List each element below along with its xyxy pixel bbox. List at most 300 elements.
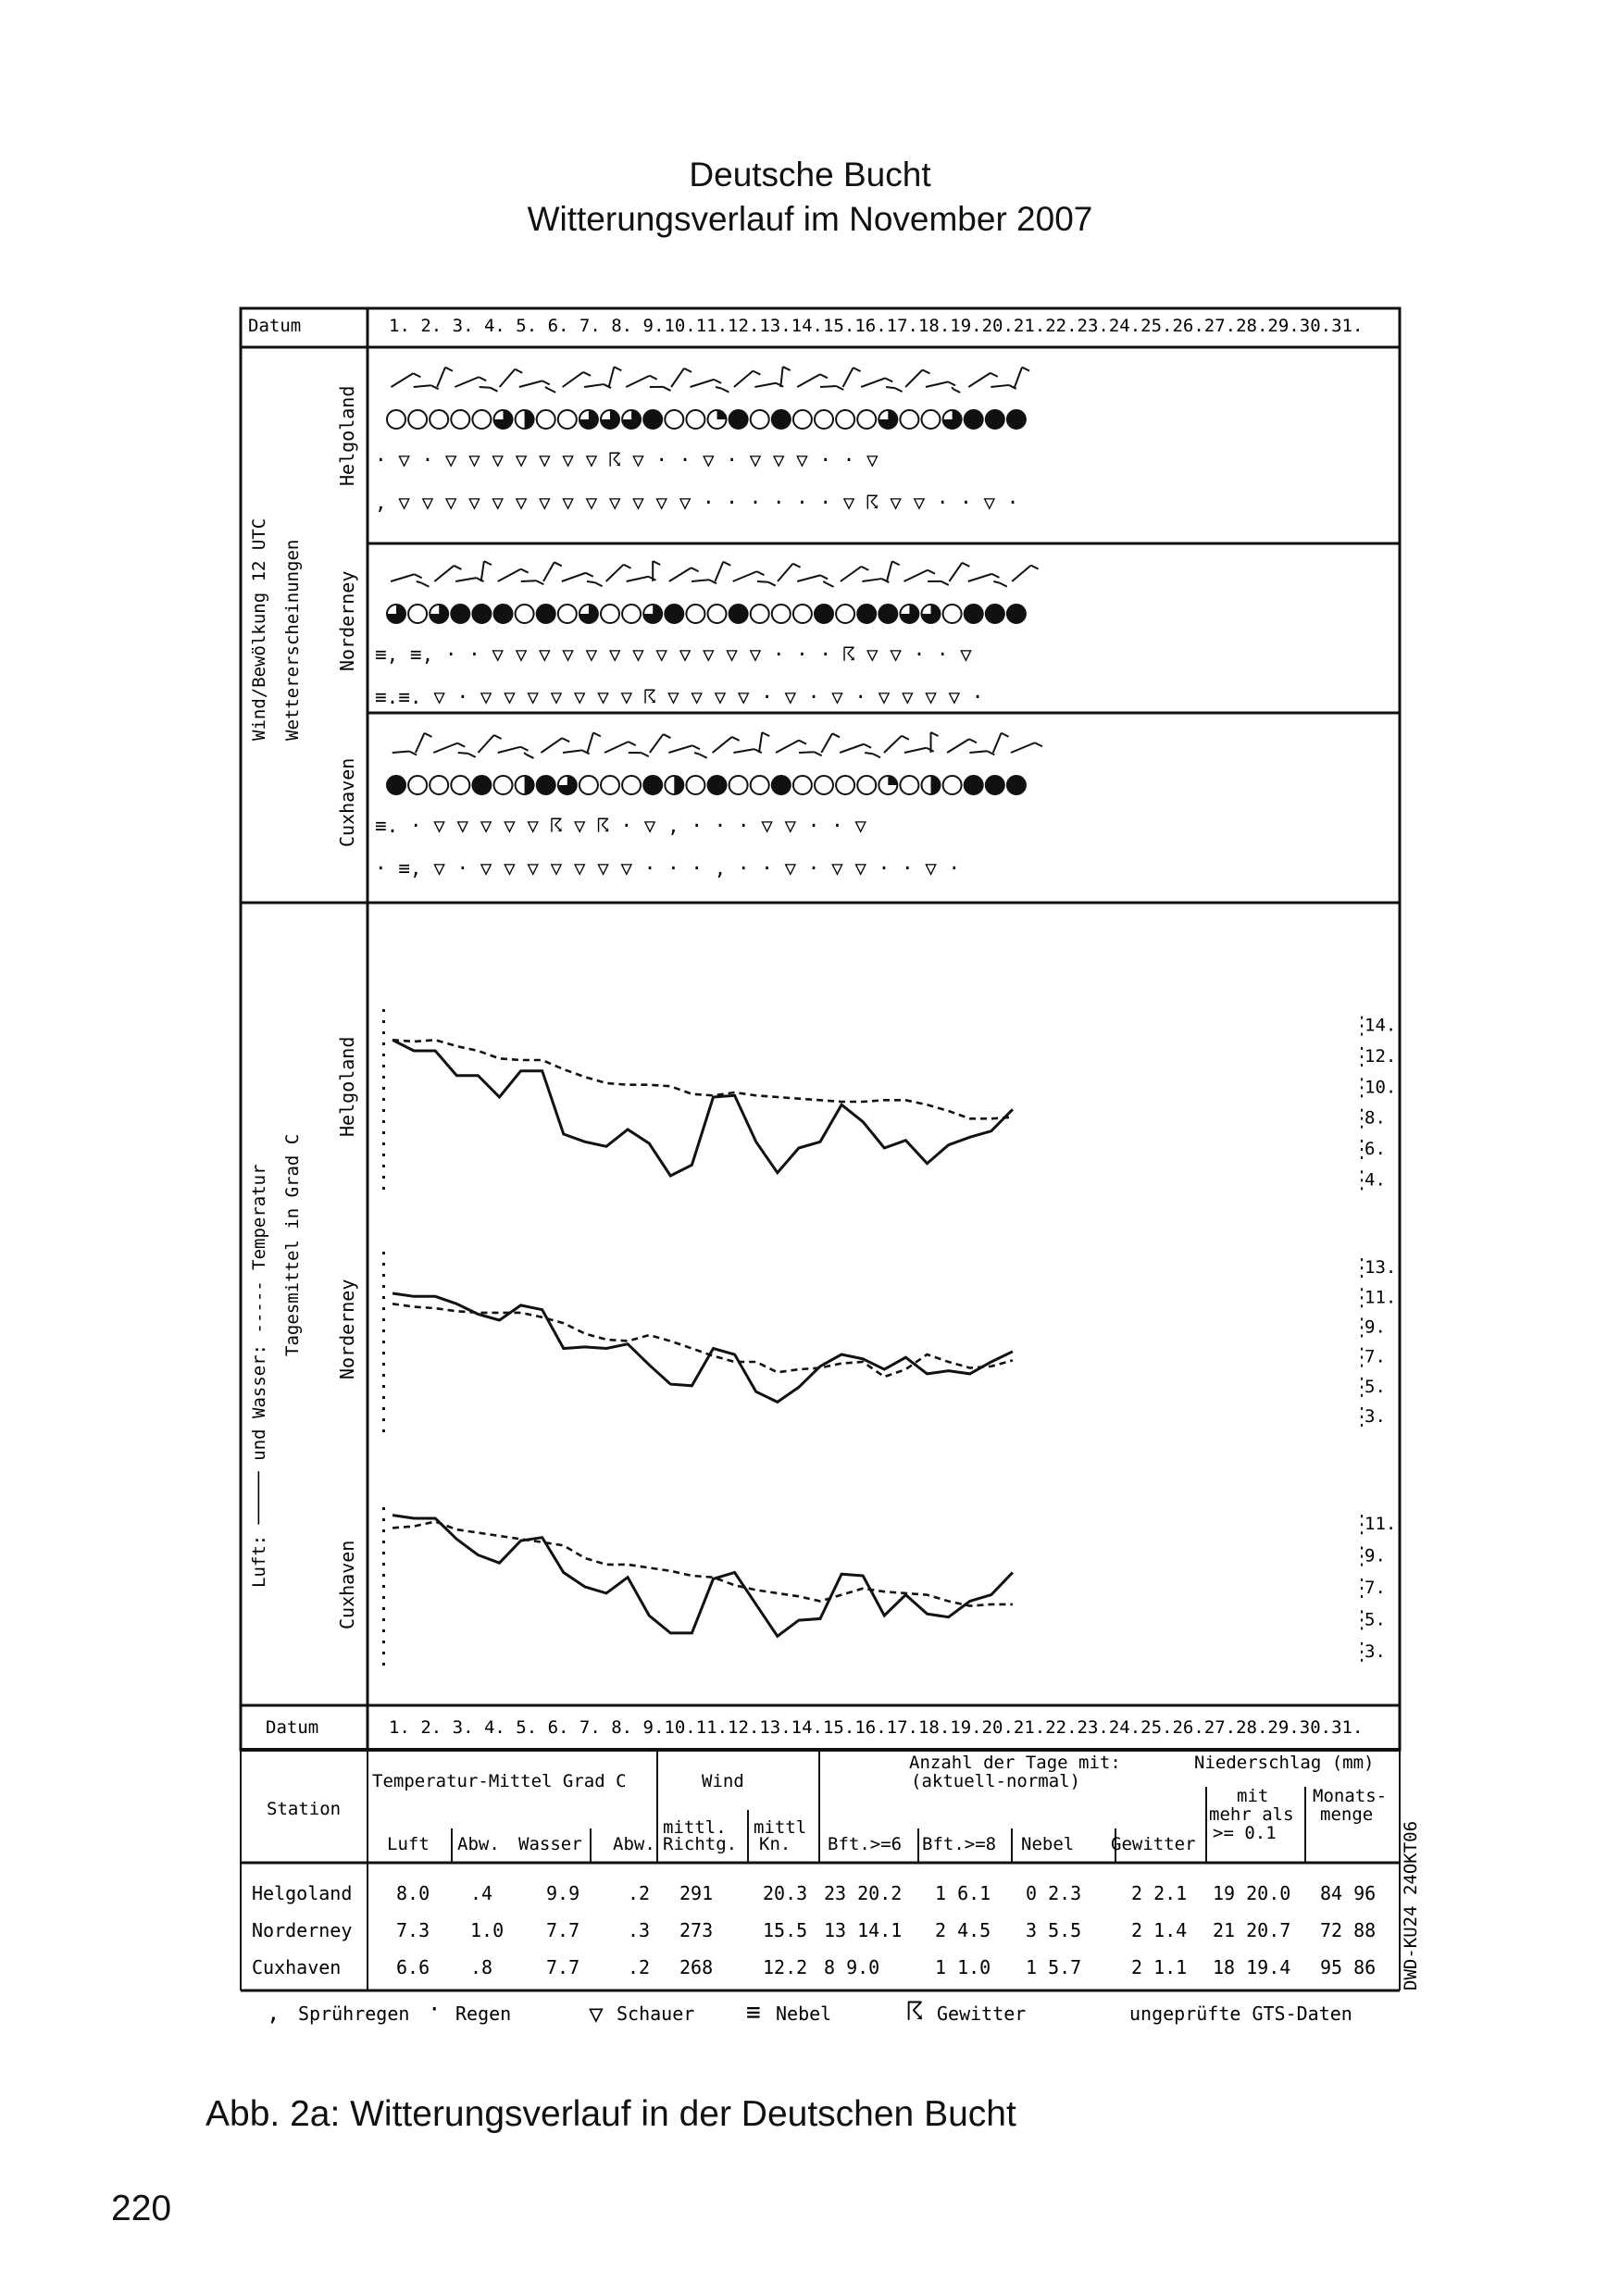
- wind-barb-icon: [391, 373, 413, 387]
- left-axis-dot: [382, 1252, 385, 1254]
- right-axis-dot: [1361, 1267, 1363, 1269]
- cloud-cover-icon: [494, 776, 513, 794]
- cloud-cover-icon: [793, 410, 812, 429]
- left-axis-dot: [382, 1574, 385, 1577]
- wind-barb-icon: [524, 753, 526, 755]
- series-line-luft: [393, 1040, 1013, 1176]
- right-axis-dot: [1361, 1148, 1363, 1151]
- cloud-cover-fill: [965, 776, 983, 794]
- left-axis-dot: [382, 1318, 385, 1321]
- wind-barb-icon: [715, 562, 723, 581]
- wind-barb-icon: [614, 367, 621, 370]
- cell-nebel: 0 2.3: [1026, 1882, 1082, 1904]
- wind-barb-icon: [733, 571, 757, 581]
- left-axis-dot: [382, 1109, 385, 1112]
- right-axis-dot: [1361, 1394, 1363, 1397]
- wind-barb-icon: [948, 381, 955, 385]
- col-abw2: Abw.: [613, 1834, 655, 1854]
- wind-barb-icon: [521, 580, 537, 581]
- right-axis-dot: [1361, 1304, 1363, 1307]
- wind-barb-icon: [519, 381, 542, 387]
- right-axis-dot: [1361, 1348, 1363, 1351]
- cloud-cover-icon: [601, 776, 619, 794]
- wind-barb-icon: [827, 583, 834, 587]
- wind-barb-icon: [458, 753, 468, 754]
- wind-barb-icon: [650, 734, 664, 753]
- left-axis-dot: [382, 1429, 385, 1432]
- cell-kn: 20.3: [763, 1882, 808, 1904]
- weather-norderney: [375, 561, 1039, 708]
- wind-barb-icon: [832, 733, 840, 737]
- table-temp-header: Temperatur-Mittel Grad C: [372, 1771, 627, 1791]
- right-axis-dot: [1361, 1595, 1363, 1598]
- right-axis-dot: [1361, 1326, 1363, 1329]
- wind-barb-icon: [668, 745, 692, 753]
- wind-barb-icon: [953, 389, 960, 393]
- wind-barb-icon: [663, 734, 670, 738]
- col-abw: Abw.: [457, 1834, 500, 1854]
- figure-caption: Abb. 2a: Witterungsverlauf in der Deutschen Bucht: [206, 2094, 1016, 2134]
- dates-top: 1. 2. 3. 4. 5. 6. 7. 8. 9.10.11.12.13.14.15.16.17.18.19.20.21.22.23.24.25.26.27.28.29.30.31.: [389, 316, 1364, 336]
- wind-barb-icon: [663, 387, 670, 391]
- wind-barb-icon: [454, 566, 461, 569]
- left-axis-dot: [382, 1009, 385, 1012]
- cloud-cover-fill: [888, 776, 897, 785]
- wind-barb-icon: [864, 744, 871, 748]
- left-axis-dot: [382, 1165, 385, 1167]
- weather-row-2: , ▽ ▽ ▽ ▽ ▽ ▽ ▽ ▽ ▽ ▽ ▽ ▽ ▽ · · · · · · ▽ ☈ ▽ ▽ · · ▽ ·: [375, 492, 1019, 514]
- wind-barb-icon: [762, 732, 769, 736]
- wind-barb-icon: [468, 754, 476, 757]
- station-label-cuxhaven-weather: Cuxhaven: [336, 757, 358, 847]
- cell-bft6: 8 9.0: [824, 1956, 880, 1978]
- wind-barb-icon: [862, 579, 881, 581]
- cell-bft8: 2 4.5: [935, 1919, 991, 1941]
- wind-barb-icon: [1012, 566, 1031, 581]
- cell-mit: 18 19.4: [1213, 1956, 1291, 1978]
- cloud-cover-icon: [900, 410, 918, 429]
- wind-barb-icon: [627, 577, 649, 581]
- tick-label: 3.: [1365, 1641, 1386, 1662]
- left-axis-dot: [382, 1329, 385, 1332]
- cloud-cover-fill: [451, 605, 469, 623]
- left-axis-dot: [382, 1120, 385, 1123]
- wind-barb-icon: [484, 561, 492, 565]
- left-axis-dot: [382, 1585, 385, 1588]
- wind-barb-icon: [555, 562, 562, 566]
- cloud-cover-icon: [729, 776, 748, 794]
- right-axis-dot: [1361, 1296, 1363, 1299]
- wind-barb-icon: [861, 378, 885, 387]
- wind-barb-icon: [548, 389, 555, 393]
- cell-bft6: 13 14.1: [824, 1919, 903, 1941]
- left-axis-dot: [382, 1407, 385, 1410]
- cell-luft: 8.0: [396, 1882, 430, 1904]
- cloud-cover-fill: [772, 410, 791, 429]
- wind-barb-icon: [854, 368, 861, 371]
- wind-barb-icon: [753, 371, 760, 375]
- weather-row-2: ≡.≡. ▽ · ▽ ▽ ▽ ▽ ▽ ▽ ▽ ☈ ▽ ▽ ▽ ▽ · ▽ · ▽ · ▽ ▽ ▽ ▽ ·: [375, 686, 984, 708]
- table-rows: [252, 1882, 1376, 1978]
- left-axis-dot: [382, 1352, 385, 1354]
- left-axis-dot: [382, 1618, 385, 1621]
- cell-station: Helgoland: [252, 1882, 353, 1904]
- cloud-cover-fill: [986, 605, 1004, 623]
- right-axis-dot: [1361, 1170, 1363, 1173]
- cell-bft8: 1 1.0: [935, 1956, 991, 1978]
- weather-helgoland: [375, 367, 1029, 514]
- wind-barb-icon: [815, 752, 822, 755]
- legend-regen: Regen: [455, 2003, 512, 2025]
- wind-barb-icon: [521, 747, 529, 751]
- wind-barb-icon: [714, 380, 721, 383]
- wind-barb-icon: [586, 573, 593, 577]
- cloud-cover-fill: [537, 605, 555, 623]
- tick-label: 9.: [1365, 1316, 1386, 1338]
- wind-barb-icon: [536, 580, 543, 584]
- wind-barb-icon: [545, 387, 548, 389]
- cloud-cover-icon: [751, 410, 769, 429]
- wind-barb-icon: [480, 387, 491, 388]
- left-axis-dot: [382, 1641, 385, 1643]
- wind-barb-icon: [991, 574, 999, 578]
- cloud-cover-fill: [494, 605, 513, 623]
- left-axis-dot: [382, 1263, 385, 1266]
- cell-abw: .8: [470, 1956, 493, 1978]
- wind-barb-icon: [415, 574, 422, 578]
- wind-barb-icon: [895, 388, 903, 392]
- cloud-cover-icon: [408, 605, 427, 623]
- cloud-cover-icon: [601, 605, 619, 623]
- cell-richtg: 291: [679, 1882, 714, 1904]
- wind-barb-icon: [521, 569, 529, 573]
- right-axis-dot: [1361, 1047, 1363, 1050]
- legend-gewitter: Gewitter: [937, 2003, 1027, 2025]
- wind-barb-icon: [768, 582, 776, 586]
- right-axis-dot: [1361, 1025, 1363, 1028]
- wind-barb-icon: [941, 581, 949, 585]
- right-axis-dot: [1361, 1288, 1363, 1291]
- right-axis-dot: [1361, 1564, 1363, 1566]
- wind-barb-icon: [455, 578, 476, 581]
- left-axis-dot: [382, 1296, 385, 1299]
- wind-barb-icon: [947, 739, 969, 753]
- col-gewitter: Gewitter: [1111, 1834, 1196, 1854]
- cloud-cover-icon: [943, 605, 962, 623]
- legend-schauer-icon: ▽: [589, 2001, 604, 2028]
- col-richtg-1: mittl.: [663, 1817, 727, 1838]
- right-axis-dot: [1361, 1017, 1363, 1019]
- cloud-cover-fill: [1007, 776, 1026, 794]
- tick-label: 5.: [1365, 1376, 1386, 1397]
- figure-frame: [241, 308, 1400, 1750]
- datum-label-top: Datum: [248, 316, 302, 336]
- left-axis-dot: [382, 1363, 385, 1366]
- chart-helgoland: [382, 1009, 1396, 1190]
- cell-nebel: 1 5.7: [1026, 1956, 1082, 1978]
- wind-barb-icon: [498, 569, 521, 581]
- cloud-cover-fill: [986, 776, 1004, 794]
- table-days-sub: (aktuell-normal): [911, 1771, 1081, 1791]
- left-axis-dot: [382, 1176, 385, 1179]
- wind-barb-icon: [797, 575, 820, 581]
- wind-barb-icon: [759, 732, 762, 753]
- wind-barb-icon: [690, 380, 714, 387]
- wind-barb-icon: [477, 578, 484, 581]
- cell-mit: 21 20.7: [1213, 1919, 1291, 1941]
- wind-barb-icon: [799, 741, 806, 744]
- table-row: [252, 1882, 1376, 1904]
- right-axis-dot: [1361, 1424, 1363, 1427]
- right-axis-dot: [1361, 1365, 1363, 1367]
- cloud-cover-fill: [729, 410, 748, 429]
- wind-barb-icon: [587, 581, 595, 582]
- col-mit-3: >= 0.1: [1213, 1823, 1277, 1843]
- wind-barb-icon: [969, 739, 977, 742]
- weather-row-1: ≡, ≡, · · ▽ ▽ ▽ ▽ ▽ ▽ ▽ ▽ ▽ ▽ ▽ ▽ · · · ☈ ▽ ▽ · · ▽: [375, 643, 972, 666]
- wind-barb-icon: [993, 733, 1002, 753]
- tick-label: 5.: [1365, 1609, 1386, 1630]
- wind-barb-icon: [624, 565, 631, 568]
- wind-barb-icon: [437, 368, 445, 387]
- wind-barb-icon: [968, 373, 991, 387]
- cloud-cover-icon: [430, 776, 448, 794]
- wind-barb-icon: [754, 749, 762, 753]
- col-richtg-2: Richtg.: [663, 1834, 738, 1854]
- cloud-cover-fill: [525, 410, 534, 429]
- left-axis-dot: [382, 1629, 385, 1632]
- cloud-cover-icon: [900, 776, 918, 794]
- wind-barb-icon: [416, 733, 425, 753]
- cloud-cover-fill: [729, 605, 748, 623]
- cloud-cover-fill: [931, 776, 941, 794]
- cloud-cover-icon: [815, 776, 833, 794]
- page-number: 220: [111, 2189, 172, 2228]
- col-menge-2: menge: [1320, 1804, 1374, 1825]
- left-axis-dot: [382, 1541, 385, 1543]
- weather-section-label: Wind/Bewölkung 12 UTC: [249, 518, 269, 741]
- tick-label: 4.: [1365, 1169, 1386, 1191]
- right-axis-dot: [1361, 1618, 1363, 1621]
- weather-section-label-2: Wettererscheinungen: [282, 539, 303, 741]
- wind-barb-icon: [1022, 368, 1029, 371]
- left-axis-dot: [382, 1042, 385, 1045]
- left-axis-dot: [382, 1142, 385, 1145]
- legend-spruehregen: Sprühregen: [298, 2003, 410, 2025]
- tick-label: 9.: [1365, 1545, 1386, 1566]
- cloud-cover-fill: [643, 776, 662, 794]
- legend-gts: ungeprüfte GTS-Daten: [1129, 2003, 1352, 2025]
- wind-barb-icon: [776, 383, 783, 387]
- left-axis-dot: [382, 1663, 385, 1666]
- wind-barb-icon: [962, 563, 969, 567]
- cell-nebel: 3 5.5: [1026, 1919, 1082, 1941]
- cell-bft8: 1 6.1: [935, 1882, 991, 1904]
- wind-barb-icon: [413, 373, 420, 377]
- temperature-charts: [382, 1009, 1396, 1666]
- tick-label: 7.: [1365, 1346, 1386, 1367]
- left-axis-dot: [382, 1552, 385, 1554]
- wind-barb-icon: [1002, 733, 1009, 737]
- cell-gewitter: 2 1.4: [1131, 1919, 1188, 1941]
- cloud-cover-fill: [537, 776, 555, 794]
- wind-barb-icon: [757, 581, 768, 582]
- cloud-cover-fill: [674, 776, 683, 794]
- wind-barb-icon: [778, 564, 793, 581]
- wind-barb-icon: [692, 580, 709, 581]
- cloud-cover-icon: [751, 605, 769, 623]
- col-menge-1: Monats-: [1313, 1786, 1388, 1806]
- cell-luft: 6.6: [396, 1956, 430, 1978]
- wind-barb-icon: [723, 562, 730, 566]
- tick-label: 12.: [1365, 1046, 1397, 1067]
- cloud-cover-fill: [1007, 410, 1026, 429]
- wind-barb-icon: [671, 368, 684, 387]
- cloud-cover-icon: [922, 410, 941, 429]
- cloud-cover-fill: [525, 776, 534, 794]
- wind-barb-icon: [713, 737, 732, 753]
- right-axis-dot: [1361, 1642, 1363, 1645]
- cloud-cover-icon: [665, 410, 683, 429]
- right-axis-dot: [1361, 1064, 1363, 1067]
- wind-barb-icon: [543, 562, 555, 581]
- right-axis-dot: [1361, 1651, 1363, 1653]
- cell-richtg: 268: [679, 1956, 714, 1978]
- wind-barb-icon: [653, 561, 660, 565]
- wind-barb-icon: [821, 733, 832, 753]
- left-axis-dot: [382, 1374, 385, 1377]
- right-axis-dot: [1361, 1094, 1363, 1097]
- cloud-cover-icon: [579, 776, 598, 794]
- wind-barb-icon: [783, 367, 791, 370]
- left-axis-dot: [382, 1607, 385, 1610]
- cloud-cover-icon: [751, 776, 769, 794]
- cloud-cover-fill: [665, 605, 683, 623]
- wind-barb-icon: [757, 571, 765, 575]
- wind-barb-icon: [732, 737, 740, 741]
- col-bft6: Bft.>=6: [828, 1834, 903, 1854]
- station-label-cuxhaven-temp: Cuxhaven: [336, 1540, 358, 1629]
- right-axis-dot: [1361, 1334, 1363, 1337]
- cloud-cover-icon: [622, 776, 641, 794]
- wind-barb-icon: [1031, 566, 1039, 569]
- right-axis-dot: [1361, 1386, 1363, 1389]
- datum-label-bottom: Datum: [266, 1717, 319, 1738]
- wind-barb-icon: [885, 378, 892, 381]
- cloud-cover-fill: [472, 776, 491, 794]
- wind-barb-icon: [886, 387, 895, 388]
- wind-barb-icon: [905, 370, 922, 387]
- wind-barb-icon: [861, 567, 868, 570]
- cloud-cover-fill: [857, 605, 876, 623]
- wind-barb-icon: [1035, 742, 1042, 746]
- right-axis-dot: [1361, 1515, 1363, 1517]
- cloud-cover-icon: [408, 410, 427, 429]
- right-axis-dot: [1361, 1117, 1363, 1120]
- cell-richtg: 273: [679, 1919, 714, 1941]
- wind-barb-icon: [542, 381, 550, 384]
- left-axis-dot: [382, 1396, 385, 1399]
- wind-barb-icon: [873, 754, 880, 757]
- wind-barb-icon: [500, 369, 516, 387]
- legend-nebel-icon: ≡: [746, 1999, 761, 2027]
- legend-spruehregen-icon: ,: [267, 2000, 280, 2026]
- page-title: Deutsche Bucht: [689, 156, 931, 193]
- cell-gewitter: 2 2.1: [1131, 1882, 1188, 1904]
- wind-barb-icon: [684, 368, 692, 372]
- cloud-cover-icon: [558, 410, 577, 429]
- cell-menge: 84 96: [1320, 1882, 1377, 1904]
- wind-barb-icon: [969, 751, 987, 753]
- wind-barb-icon: [391, 574, 415, 581]
- wind-barb-icon: [991, 385, 1009, 387]
- wind-barb-icon: [433, 743, 457, 753]
- wind-barb-icon: [841, 567, 861, 581]
- wind-barb-icon: [609, 367, 615, 387]
- wind-barb-icon: [562, 738, 569, 742]
- cloud-cover-icon: [686, 410, 704, 429]
- cloud-cover-fill: [387, 776, 405, 794]
- wind-barb-icon: [595, 582, 603, 586]
- wind-barb-icon: [823, 581, 826, 583]
- right-axis-dot: [1361, 1523, 1363, 1526]
- weather-row-1: ≡. · ▽ ▽ ▽ ▽ ▽ ☈ ▽ ☈ · ▽ , · · · ▽ ▽ · · ▽: [375, 815, 867, 837]
- wind-barb-icon: [721, 389, 729, 393]
- tick-label: 7.: [1365, 1578, 1386, 1598]
- table-row: [252, 1919, 1376, 1941]
- col-mit-2: mehr als: [1209, 1804, 1294, 1825]
- cloud-cover-icon: [836, 410, 854, 429]
- chart-norderney: [382, 1252, 1396, 1432]
- wind-barb-icon: [716, 387, 721, 389]
- legend-gewitter-icon: ☈: [907, 1996, 923, 2027]
- tick-label: 14.: [1365, 1015, 1397, 1036]
- wind-barb-icon: [694, 753, 700, 755]
- legend-nebel: Nebel: [776, 2003, 832, 2025]
- tick-label: 11.: [1365, 1287, 1397, 1308]
- right-axis-dot: [1361, 1407, 1363, 1410]
- cloud-cover-icon: [857, 410, 876, 429]
- wind-barb-icon: [479, 377, 486, 381]
- left-axis-dot: [382, 1098, 385, 1101]
- right-axis-dot: [1361, 1055, 1363, 1058]
- cloud-cover-fill: [879, 605, 897, 623]
- right-axis-dot: [1361, 1547, 1363, 1550]
- cloud-cover-icon: [686, 605, 704, 623]
- temp-section-label-2: Tagesmittel in Grad C: [282, 1133, 303, 1356]
- table-station-header: Station: [267, 1799, 342, 1819]
- wind-barb-icon: [563, 750, 582, 753]
- series-line-wasser: [393, 1522, 1013, 1606]
- table-side-code: DWD-KU24 24OKT06: [1401, 1820, 1421, 1990]
- cloud-cover-icon: [815, 410, 833, 429]
- wind-barb-icon: [434, 566, 454, 581]
- cell-abw: .4: [470, 1882, 493, 1904]
- right-axis-dot: [1361, 1126, 1363, 1129]
- right-axis-dot: [1361, 1140, 1363, 1142]
- right-axis-dot: [1361, 1187, 1363, 1190]
- cell-menge: 72 88: [1320, 1919, 1377, 1941]
- cell-wasser: 9.9: [546, 1882, 580, 1904]
- left-axis-dot: [382, 1187, 385, 1190]
- wind-barb-icon: [892, 561, 900, 565]
- wind-barb-icon: [593, 732, 601, 736]
- left-axis-dot: [382, 1131, 385, 1134]
- col-kn-1: mittl: [754, 1817, 807, 1838]
- cloud-cover-fill: [986, 410, 1004, 429]
- wind-barb-icon: [797, 374, 820, 387]
- wind-barb-icon: [587, 732, 592, 753]
